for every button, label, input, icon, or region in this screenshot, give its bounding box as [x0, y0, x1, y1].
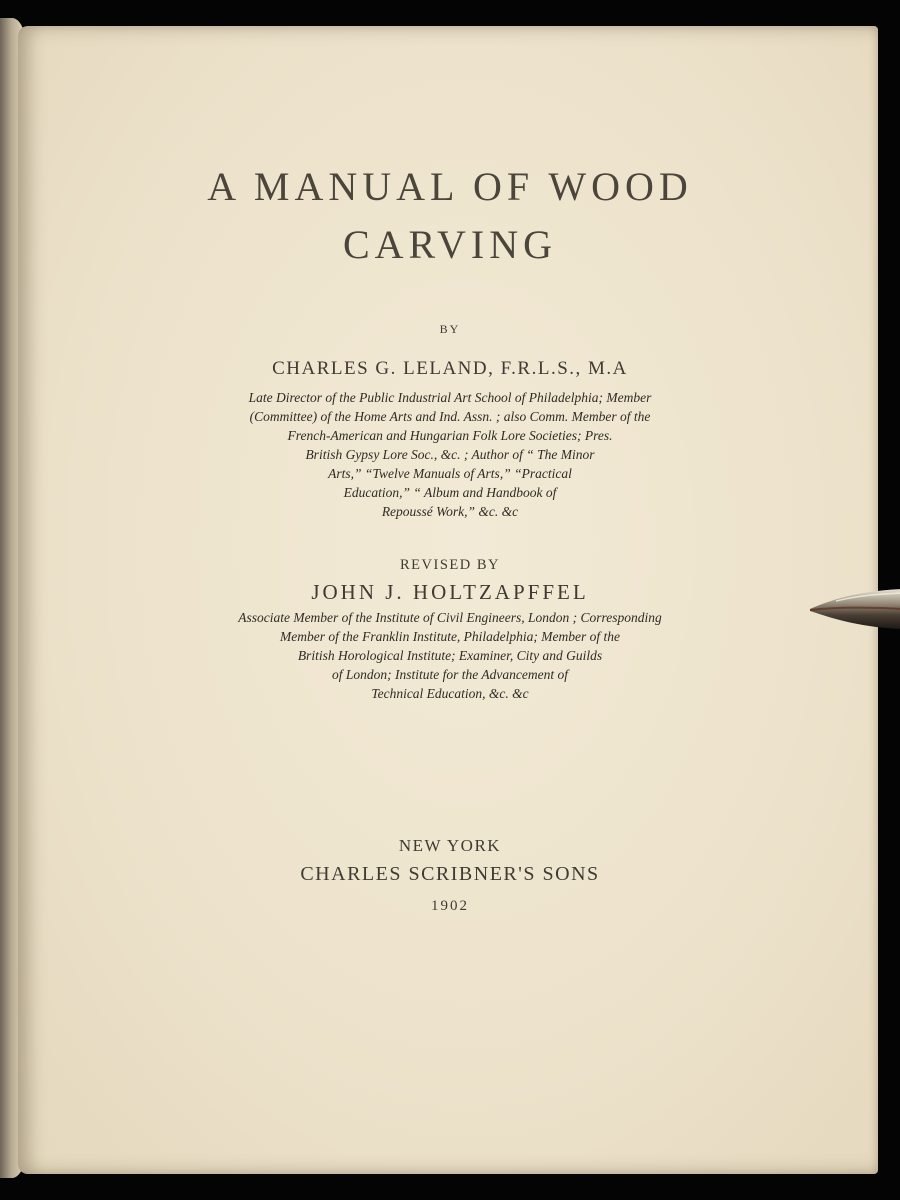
- publisher-name: CHARLES SCRIBNER'S SONS: [300, 863, 600, 885]
- reviser-name: JOHN J. HOLTZAPFFEL: [311, 580, 589, 604]
- pen-tip-icon: [806, 585, 900, 637]
- author-description-line: Arts,” “Twelve Manuals of Arts,” “Practical: [328, 466, 572, 481]
- reviser-description: [0, 608, 900, 703]
- by-label: BY: [439, 322, 461, 336]
- author-description-line: Education,” “ Album and Handbook of: [343, 485, 557, 500]
- author-description: [0, 388, 900, 521]
- author-description-line: French-American and Hungarian Folk Lore Societies; Pres.: [287, 428, 613, 443]
- publication-place: NEW YORK: [398, 836, 502, 855]
- reviser-description-line: of London; Institute for the Advancement of: [332, 667, 568, 682]
- reviser-description-line: Member of the Franklin Institute, Philadelphia; Member of the: [279, 629, 621, 644]
- book-title: [0, 158, 900, 274]
- author-description-line: Late Director of the Public Industrial Art School of Philadelphia; Member: [248, 390, 652, 405]
- author-description-line: Repoussé Work,” &c. &c: [381, 504, 519, 519]
- publication-year: 1902: [431, 898, 469, 914]
- author-description-line: British Gypsy Lore Soc., &c. ; Author of “ The Minor: [305, 447, 595, 462]
- book-title-line-1: A MANUAL OF WOOD: [207, 164, 693, 209]
- revised-by-label: REVISED BY: [400, 557, 500, 573]
- author-description-line: (Committee) of the Home Arts and Ind. Assn. ; also Comm. Member of the: [249, 409, 651, 424]
- reviser-description-line: Technical Education, &c. &c: [371, 686, 529, 701]
- reviser-description-line: Associate Member of the Institute of Civil Engineers, London ; Corresponding: [238, 610, 662, 625]
- book-title-line-2: CARVING: [342, 222, 558, 267]
- author-name: CHARLES G. LELAND, F.R.L.S., M.A: [272, 358, 628, 379]
- reviser-description-line: British Horological Institute; Examiner, City and Guilds: [297, 648, 603, 663]
